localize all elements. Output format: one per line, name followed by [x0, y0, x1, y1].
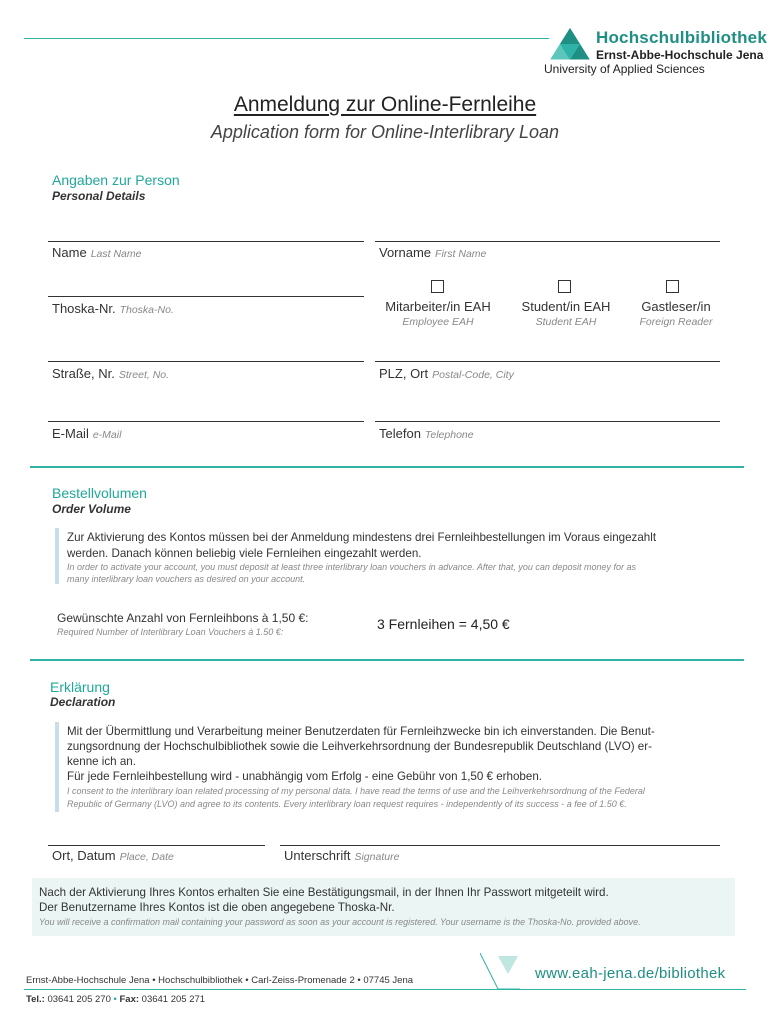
email-label: E-Mail e-Mail [52, 426, 122, 441]
thoska-field[interactable] [48, 296, 364, 297]
notice-de-2: Der Benutzername Ihres Kontos ist die oben angegebene Thoska-Nr. [39, 901, 395, 914]
student-label: Student/in EAH [521, 299, 611, 314]
guest-label-en: Foreign Reader [639, 316, 713, 328]
signature-label: Unterschrift Signature [284, 848, 400, 863]
name-label: Name Last Name [52, 245, 142, 260]
qty-label-en: Required Number of Interlibrary Loan Vouchers à 1.50 €: [57, 627, 284, 637]
firstname-field[interactable] [375, 241, 720, 242]
street-field[interactable] [48, 361, 364, 362]
logo-school-en: University of Applied Sciences [544, 62, 705, 76]
firstname-label: Vorname First Name [379, 245, 487, 260]
order-text-en-2: many interlibrary loan vouchers as desired on your account. [67, 574, 306, 584]
guest-checkbox[interactable] [666, 280, 679, 293]
order-text-de-1: Zur Aktivierung des Kontos müssen bei der Anmeldung mindestens drei Fernleihbestellungen im Voraus eingezahlt [67, 531, 657, 544]
name-field[interactable] [48, 241, 364, 242]
declaration-de-2: zungsordnung der Hochschulbibliothek sowie die Leihverkehrsordnung der Bundesrepublik Deutschland (LVO) er- [67, 740, 652, 753]
declaration-title: Erklärung [50, 679, 110, 695]
declaration-de-1: Mit der Übermittlung und Verarbeitung meiner Benutzerdaten für Fernleihzwecke bin ich einverstanden. Die Benut- [67, 725, 655, 738]
section-divider [30, 466, 744, 468]
order-title: Bestellvolumen [52, 485, 147, 501]
phone-field[interactable] [375, 421, 720, 422]
place-date-label: Ort, Datum Place, Date [52, 848, 174, 863]
order-text-de-2: werden. Danach können beliebig viele Fernleihen eingezahlt werden. [67, 547, 422, 560]
order-quote-bar [55, 528, 59, 584]
city-label: PLZ, Ort Postal-Code, City [379, 366, 514, 381]
footer-contact: Tel.: 03641 205 270 • Fax: 03641 205 271 [26, 994, 206, 1005]
section-divider-2 [30, 659, 744, 661]
logo-school-name: Ernst-Abbe-Hochschule Jena [596, 48, 764, 62]
declaration-subtitle: Declaration [50, 695, 116, 709]
city-field[interactable] [375, 361, 720, 362]
footer-url[interactable]: www.eah-jena.de/bibliothek [535, 965, 726, 982]
logo-triangle-icon [548, 26, 592, 62]
personal-subtitle: Personal Details [52, 189, 146, 203]
declaration-de-3: kenne ich an. [67, 755, 136, 768]
thoska-label: Thoska-Nr. Thoska-No. [52, 301, 174, 316]
signature-field[interactable] [280, 845, 720, 846]
email-field[interactable] [48, 421, 364, 422]
logo-library-name: Hochschulbibliothek [596, 28, 767, 47]
student-checkbox[interactable] [558, 280, 571, 293]
notice-en: You will receive a confirmation mail containing your password as soon as your account is registered. Your username is the Thoska-No. provided above. [39, 917, 641, 927]
notice-de-1: Nach der Aktivierung Ihres Kontos erhalten Sie eine Bestätigungsmail, in der Ihnen Ihr Passwort mitgeteilt wird. [39, 886, 609, 899]
declaration-en-1: I consent to the interlibrary loan related processing of my personal data. I have read the terms of use and the Leihverkehrsordnung of the Federal [67, 786, 645, 796]
page-title: Anmeldung zur Online-Fernleihe [233, 93, 537, 116]
street-label: Straße, Nr. Street, No. [52, 366, 170, 381]
employee-label-en: Employee EAH [402, 316, 474, 328]
page-subtitle: Application form for Online-Interlibrary Loan [210, 122, 560, 142]
student-label-en: Student EAH [535, 316, 597, 328]
footer-rule [24, 989, 746, 990]
declaration-quote-bar [55, 722, 59, 812]
header-rule [24, 38, 549, 39]
declaration-de-4: Für jede Fernleihbestellung wird - unabhängig vom Erfolg - eine Gebühr von 1,50 € erhoben. [67, 770, 542, 783]
employee-checkbox[interactable] [431, 280, 444, 293]
declaration-en-2: Republic of Germany (LVO) and agree to its contents. Every interlibrary loan request requires - independently of its success - a fee of 1.50 €. [67, 799, 627, 809]
footer-arrow-icon [480, 952, 520, 990]
order-text-en-1: In order to activate your account, you must deposit at least three interlibrary loan vouchers in advance. After that, you can deposit money for as [67, 562, 636, 572]
footer-address: Ernst-Abbe-Hochschule Jena • Hochschulbibliothek • Carl-Zeiss-Promenade 2 • 07745 Jena [26, 975, 414, 986]
guest-label: Gastleser/in [641, 299, 711, 314]
qty-value[interactable]: 3 Fernleihen = 4,50 € [377, 616, 510, 632]
order-subtitle: Order Volume [52, 502, 131, 516]
place-date-field[interactable] [48, 845, 265, 846]
employee-label: Mitarbeiter/in EAH [385, 299, 491, 314]
personal-title: Angaben zur Person [52, 172, 180, 188]
phone-label: Telefon Telephone [379, 426, 474, 441]
qty-label: Gewünschte Anzahl von Fernleihbons à 1,50 €: [57, 611, 309, 625]
